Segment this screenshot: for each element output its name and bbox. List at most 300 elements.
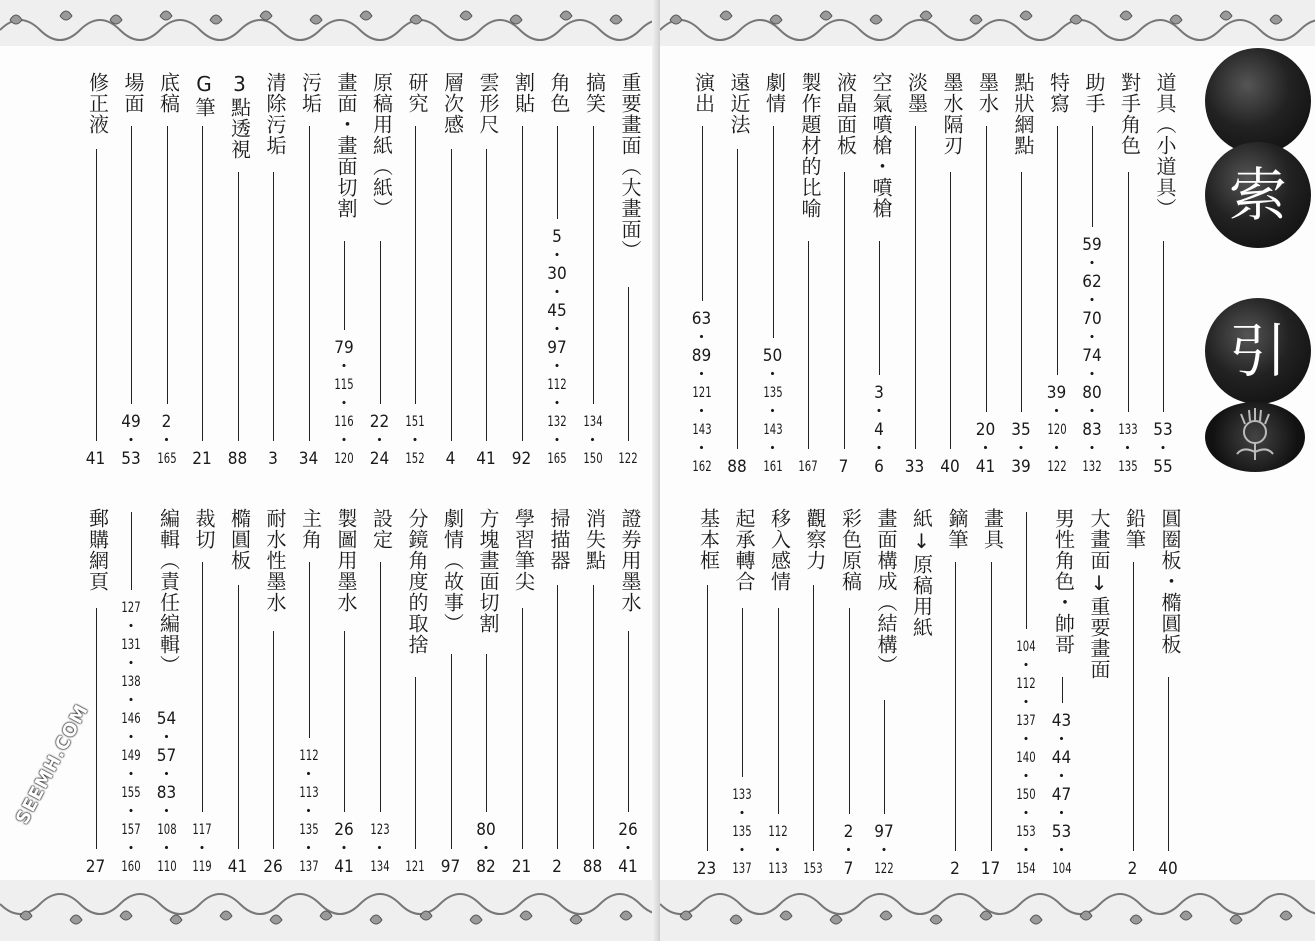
index-term: 鏑筆 <box>945 508 969 550</box>
index-entry <box>760 72 786 478</box>
page-number: 83 <box>1082 420 1102 440</box>
page-number: 97 <box>440 857 461 877</box>
page-separator-dot: ・ <box>548 357 566 377</box>
page-number: 44 <box>1051 748 1072 768</box>
index-term: 底稿 <box>156 72 181 114</box>
leader-line <box>309 126 310 441</box>
leader-line <box>991 562 992 851</box>
page-number: 127 <box>121 600 141 616</box>
page-number: 161 <box>762 459 783 475</box>
page-number: 49 <box>121 412 141 432</box>
page-number: 41 <box>618 857 638 877</box>
page-number: 152 <box>405 451 425 467</box>
index-entry <box>544 508 570 878</box>
page-number: 33 <box>904 457 925 477</box>
index-term: 掃描器 <box>547 508 571 571</box>
page-separator-dot: ・ <box>300 765 317 785</box>
index-page-numbers <box>536 227 578 470</box>
index-entry <box>1084 508 1110 880</box>
page-number: 41 <box>975 457 996 477</box>
page-number: 41 <box>334 857 354 877</box>
leader-line <box>96 149 97 441</box>
leader-line <box>273 172 274 441</box>
index-entry <box>402 508 428 878</box>
leader-line <box>96 608 97 849</box>
page-number: 82 <box>476 857 496 877</box>
index-entry <box>1120 508 1146 880</box>
index-entry <box>724 72 750 478</box>
index-entry <box>83 72 109 470</box>
leader-line <box>813 585 814 851</box>
leader-line <box>202 126 203 441</box>
page-number: 135 <box>732 824 752 840</box>
page-number: 162 <box>691 459 712 475</box>
index-entry <box>438 72 464 470</box>
page-number: 63 <box>691 309 712 329</box>
leader-line <box>486 149 487 441</box>
index-entry <box>118 72 144 470</box>
page-number: 2 <box>843 822 854 842</box>
index-entry <box>795 72 821 478</box>
page-separator-dot: ・ <box>300 802 317 822</box>
page-number: 112 <box>547 377 567 393</box>
page-separator-dot: ・ <box>764 439 781 459</box>
page-number: 88 <box>582 857 603 877</box>
leader-line <box>884 700 885 814</box>
page-separator-dot: ・ <box>335 394 353 414</box>
index-entry <box>260 72 286 470</box>
page-separator-dot: ・ <box>1083 328 1101 348</box>
page-separator-dot: ・ <box>122 839 140 859</box>
page-number: 132 <box>1082 459 1102 475</box>
index-page-numbers <box>75 449 117 470</box>
page-separator-dot: ・ <box>1048 439 1065 459</box>
leader-line <box>486 654 487 812</box>
leader-line <box>451 654 452 849</box>
page-separator-dot: ・ <box>371 839 388 859</box>
index-entry <box>225 508 251 878</box>
page-separator-dot: ・ <box>1154 439 1172 459</box>
leader-line <box>167 126 168 404</box>
leader-line <box>593 585 594 849</box>
index-entry <box>1013 508 1039 880</box>
page-number: 117 <box>192 822 212 838</box>
page-separator-dot: ・ <box>1083 402 1101 422</box>
index-term: 演出 <box>691 72 716 114</box>
index-page-numbers <box>934 859 976 880</box>
page-number: 50 <box>762 346 783 366</box>
page-number: 137 <box>298 859 319 875</box>
index-term: 紙↓原稿用紙 <box>909 508 934 638</box>
index-entry <box>118 508 144 878</box>
page-number: 113 <box>767 861 788 877</box>
page-separator-dot: ・ <box>122 765 140 785</box>
page-number: 55 <box>1153 457 1173 477</box>
page-number: 21 <box>192 449 212 469</box>
index-term: 墨水隔刃 <box>940 72 964 156</box>
index-term: 畫面構成（結構） <box>874 508 898 676</box>
index-term: 男性角色・帥哥 <box>1051 508 1076 655</box>
page-separator-dot: ・ <box>1017 656 1035 676</box>
index-term: 主角 <box>298 508 323 550</box>
index-page-numbers <box>681 309 723 478</box>
page-number: 143 <box>762 422 783 438</box>
index-term: 劇情（故事） <box>440 508 465 634</box>
index-term: 點狀網點 <box>1011 72 1035 156</box>
page-number: 39 <box>1046 383 1067 403</box>
index-entry <box>473 508 499 878</box>
page-separator-dot: ・ <box>733 841 751 861</box>
leader-line <box>707 585 708 851</box>
page-separator-dot: ・ <box>122 728 140 748</box>
header-title-char-1: 索 <box>1228 161 1287 229</box>
top-floral-border <box>660 0 1315 46</box>
leader-line <box>1163 241 1164 412</box>
leader-line <box>915 126 916 449</box>
page-number: 41 <box>85 449 106 469</box>
index-entry <box>473 72 499 470</box>
page-number: 155 <box>121 785 141 801</box>
leader-line <box>950 172 951 449</box>
index-entry <box>367 508 393 878</box>
index-entry <box>154 72 180 470</box>
index-term: 學習筆尖 <box>511 508 536 592</box>
page-number: 140 <box>1016 750 1036 766</box>
index-entry <box>689 72 715 478</box>
page-number: 104 <box>1016 639 1036 655</box>
page-separator-dot: ・ <box>1083 291 1101 311</box>
page-number: 97 <box>547 338 567 358</box>
index-entry <box>871 508 897 880</box>
page-number: 153 <box>1016 824 1036 840</box>
index-term: 圓圈板・橢圓板 <box>1158 508 1182 655</box>
index-term: 設定 <box>369 508 394 550</box>
page-number: 122 <box>1046 459 1067 475</box>
page-number: 4 <box>445 449 456 469</box>
index-term: 方塊畫面切割 <box>476 508 500 634</box>
page-number: 34 <box>298 449 319 469</box>
page-number: 53 <box>1153 420 1173 440</box>
leader-line <box>879 241 880 375</box>
index-term: 搞笑 <box>582 72 607 114</box>
leader-line <box>628 631 629 812</box>
page-separator-dot: ・ <box>122 431 140 451</box>
page-number: 4 <box>874 420 884 440</box>
page-separator-dot: ・ <box>693 328 710 348</box>
index-term: 研究 <box>405 72 429 114</box>
header-badge-1 <box>1205 48 1311 154</box>
page-separator-dot: ・ <box>693 439 710 459</box>
page-separator-dot: ・ <box>840 841 857 861</box>
index-entry <box>544 72 570 470</box>
page-separator-dot: ・ <box>1053 767 1070 787</box>
leader-line <box>131 512 132 590</box>
index-term: 對手角色 <box>1117 72 1142 156</box>
page-separator-dot: ・ <box>548 283 566 303</box>
page-separator-dot: ・ <box>122 617 140 637</box>
page-number: 80 <box>476 820 496 840</box>
page-number: 120 <box>334 451 354 467</box>
page-number: 59 <box>1082 235 1102 255</box>
leader-line <box>702 126 703 301</box>
leader-line <box>628 287 629 441</box>
bottom-floral-border <box>0 880 655 941</box>
page-separator-dot: ・ <box>122 654 140 674</box>
page-number: 112 <box>1016 676 1036 692</box>
index-entry <box>694 508 720 880</box>
page-separator-dot: ・ <box>693 402 710 422</box>
index-term: 場面 <box>121 72 145 114</box>
page-number: 112 <box>767 824 788 840</box>
page-number: 119 <box>192 859 212 875</box>
index-term: 製作題材的比喻 <box>798 72 822 219</box>
index-entry <box>729 508 755 880</box>
index-term: 雲形尺 <box>476 72 500 135</box>
page-separator-dot: ・ <box>548 320 566 340</box>
index-entry <box>402 72 428 470</box>
index-entry <box>937 72 963 478</box>
index-term: 消失點 <box>582 508 607 571</box>
leader-line <box>309 562 310 738</box>
page-separator-dot: ・ <box>335 839 353 859</box>
index-term: 液晶面板 <box>833 72 858 156</box>
index-entry <box>1155 508 1181 880</box>
index-entry <box>189 72 215 470</box>
page-number: 132 <box>547 414 567 430</box>
index-entry <box>902 72 928 478</box>
index-page-numbers <box>1112 859 1154 880</box>
page-number: 165 <box>156 451 177 467</box>
page-number: 108 <box>156 822 177 838</box>
page-number: 26 <box>334 820 354 840</box>
page-separator-dot: ・ <box>193 839 211 859</box>
leader-line <box>238 585 239 849</box>
page-number: 113 <box>298 785 319 801</box>
page-number: 70 <box>1082 309 1102 329</box>
bottom-floral-border <box>660 880 1315 941</box>
page-number: 120 <box>1046 422 1067 438</box>
page-number: 134 <box>582 414 603 430</box>
index-entry <box>83 508 109 878</box>
page-number: 41 <box>227 857 248 877</box>
watermark-text: SEEMH.COM <box>12 700 93 828</box>
index-term: 製圖用墨水 <box>334 508 358 613</box>
page-number: 54 <box>156 709 177 729</box>
leader-line <box>451 149 452 441</box>
index-entry <box>580 72 606 470</box>
index-term: 觀察力 <box>803 508 827 571</box>
leader-line <box>1128 172 1129 412</box>
page-separator-dot: ・ <box>1119 439 1136 459</box>
index-entry <box>225 72 251 470</box>
page-number: 88 <box>227 449 248 469</box>
page-separator-dot: ・ <box>875 841 893 861</box>
index-entry <box>978 508 1004 880</box>
index-entry <box>866 72 892 478</box>
leader-line <box>557 126 558 219</box>
page-number: 133 <box>1117 422 1138 438</box>
page-separator-dot: ・ <box>1053 841 1070 861</box>
leader-line <box>955 562 956 851</box>
index-entry <box>1150 72 1176 478</box>
page-separator-dot: ・ <box>548 431 566 451</box>
page-separator-dot: ・ <box>977 439 994 459</box>
index-entry <box>331 508 357 878</box>
index-term: 重要畫面（大畫面） <box>618 72 642 261</box>
page-number: 6 <box>874 457 884 477</box>
leader-line <box>202 562 203 812</box>
index-term: 起承轉合 <box>732 508 756 592</box>
page-number: 138 <box>121 674 141 690</box>
leader-line <box>1021 172 1022 412</box>
page-number: 135 <box>762 385 783 401</box>
index-term: 特寫 <box>1046 72 1071 114</box>
page-number: 57 <box>156 746 177 766</box>
page-number: 137 <box>1016 713 1036 729</box>
page-number: 79 <box>334 338 354 358</box>
page-number: 123 <box>369 822 390 838</box>
page-number: 3 <box>268 449 278 469</box>
page-number: 45 <box>547 301 567 321</box>
index-term: 鉛筆 <box>1122 508 1147 550</box>
page-number: 26 <box>263 857 283 877</box>
index-entry <box>260 508 286 878</box>
page-number: 53 <box>121 449 141 469</box>
page-number: 47 <box>1051 785 1072 805</box>
index-term: 編輯（責任編輯） <box>156 508 181 676</box>
page-number: 26 <box>618 820 638 840</box>
leader-line <box>1062 677 1063 703</box>
index-entry <box>1008 72 1034 478</box>
page-separator-dot: ・ <box>1017 804 1035 824</box>
page-number: 134 <box>369 859 390 875</box>
page-number: 97 <box>874 822 894 842</box>
page-number: 89 <box>691 346 712 366</box>
page-number: 122 <box>874 861 894 877</box>
index-term: 割貼 <box>511 72 536 114</box>
index-term: 耐水性墨水 <box>263 508 287 613</box>
leader-line <box>344 631 345 812</box>
index-term: 淡墨 <box>904 72 929 114</box>
leader-line <box>522 608 523 849</box>
page-number: 39 <box>1011 457 1031 477</box>
page-number: 35 <box>1011 420 1031 440</box>
index-entry <box>836 508 862 880</box>
page-separator-dot: ・ <box>870 402 888 422</box>
index-entry <box>615 508 641 878</box>
page-number: 121 <box>691 385 712 401</box>
page-number: 122 <box>618 451 638 467</box>
page-number: 88 <box>727 457 747 477</box>
index-entry <box>580 508 606 878</box>
page-number: 146 <box>121 711 141 727</box>
page-separator-dot: ・ <box>693 365 710 385</box>
index-entry <box>1049 508 1075 880</box>
page-number: 23 <box>696 859 717 879</box>
index-entry <box>296 508 322 878</box>
page-number: 151 <box>405 414 425 430</box>
index-term: 3點透視 <box>227 72 252 160</box>
index-term: 彩色原稿 <box>838 508 863 592</box>
index-term: G筆 <box>192 72 216 118</box>
page-separator-dot: ・ <box>122 691 140 711</box>
index-term: 原稿用紙（紙） <box>369 72 394 219</box>
leader-line <box>986 126 987 412</box>
page-separator-dot: ・ <box>1012 439 1030 459</box>
index-term: 大畫面↓重要畫面 <box>1087 508 1111 680</box>
page-separator-dot: ・ <box>122 802 140 822</box>
page-separator-dot: ・ <box>584 431 601 451</box>
page-number: 133 <box>732 787 752 803</box>
page-separator-dot: ・ <box>1053 804 1070 824</box>
page-separator-dot: ・ <box>769 841 786 861</box>
page-separator-dot: ・ <box>335 431 353 451</box>
page-separator-dot: ・ <box>1017 841 1035 861</box>
page-separator-dot: ・ <box>1017 693 1035 713</box>
page-number: 40 <box>1158 859 1178 879</box>
page-separator-dot: ・ <box>1083 254 1101 274</box>
index-term: 畫具 <box>980 508 1005 550</box>
leader-line <box>737 149 738 449</box>
page-number: 24 <box>369 449 390 469</box>
page-number: 20 <box>975 420 996 440</box>
page-separator-dot: ・ <box>406 431 424 451</box>
index-term: 裁切 <box>192 508 216 550</box>
leader-line <box>773 126 774 338</box>
page-number: 110 <box>156 859 177 875</box>
index-entry <box>973 72 999 478</box>
index-term: 分鏡角度的取捨 <box>405 508 429 655</box>
leader-line <box>1057 126 1058 375</box>
leader-line <box>415 126 416 404</box>
index-term: 清除污垢 <box>263 72 287 156</box>
page-number: 41 <box>476 449 496 469</box>
page-number: 2 <box>950 859 960 879</box>
page-separator-dot: ・ <box>1048 402 1065 422</box>
index-term: 移入感情 <box>767 508 792 592</box>
page-number: 135 <box>298 822 319 838</box>
page-number: 2 <box>1127 859 1138 879</box>
page-number: 40 <box>940 457 960 477</box>
page-separator-dot: ・ <box>1017 730 1035 750</box>
index-entry <box>154 508 180 878</box>
index-entry <box>296 72 322 470</box>
index-entry <box>942 508 968 880</box>
index-term: 道具（小道具） <box>1153 72 1177 219</box>
page-separator-dot: ・ <box>870 439 888 459</box>
leader-line <box>1133 562 1134 851</box>
page-separator-dot: ・ <box>158 728 175 748</box>
page-number: 165 <box>547 451 567 467</box>
page-number: 116 <box>334 414 354 430</box>
index-term: 助手 <box>1082 72 1106 114</box>
page-number: 2 <box>161 412 172 432</box>
page-number: 149 <box>121 748 141 764</box>
page-separator-dot: ・ <box>619 839 637 859</box>
index-term: 橢圓板 <box>227 508 252 571</box>
page-separator-dot: ・ <box>158 431 175 451</box>
index-entry <box>438 508 464 878</box>
leader-line <box>131 126 132 404</box>
header-badge-3 <box>1205 298 1311 404</box>
index-entry <box>367 72 393 470</box>
index-term: 角色 <box>547 72 571 114</box>
page-separator-dot: ・ <box>1053 730 1070 750</box>
page-number: 137 <box>732 861 752 877</box>
leader-line <box>380 562 381 812</box>
leader-line <box>273 631 274 849</box>
index-term: 污垢 <box>298 72 323 114</box>
